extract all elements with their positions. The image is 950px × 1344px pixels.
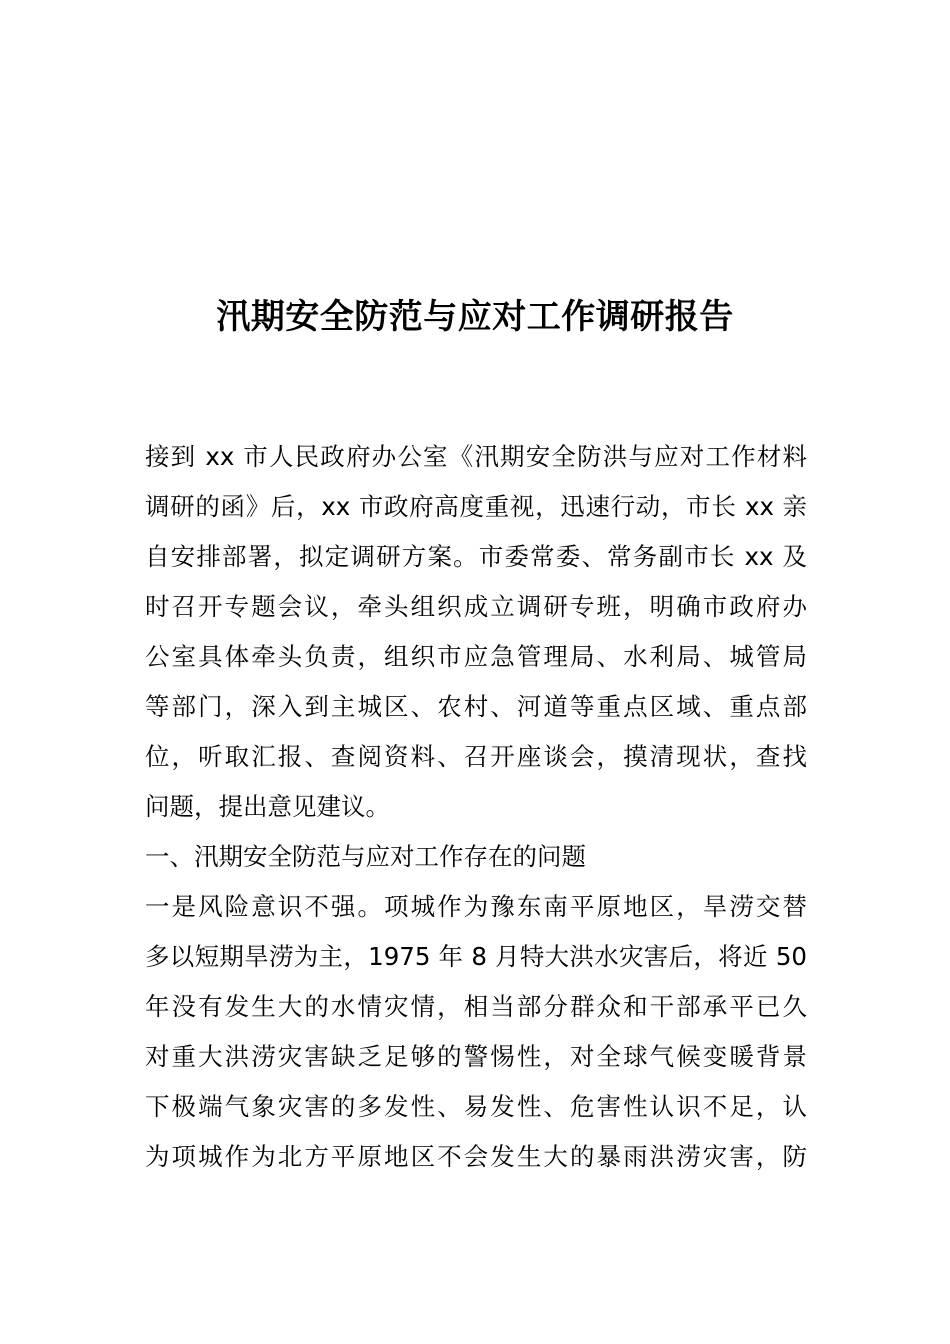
body-line-11: 多以短期旱涝为主，1975 年 8 月特大洪水灾害后，将近 50 bbox=[145, 942, 807, 971]
body-line-10: 一是风险意识不强。项城作为豫东南平原地区，旱涝交替 bbox=[145, 892, 807, 921]
body-line-7: 位，听取汇报、查阅资料、召开座谈会，摸清现状，查找 bbox=[145, 742, 807, 771]
body-line-4: 时召开专题会议，牵头组织成立调研专班，明确市政府办 bbox=[145, 592, 807, 621]
body-line-5: 公室具体牵头负责，组织市应急管理局、水利局、城管局 bbox=[145, 642, 807, 671]
body-line-12: 年没有发生大的水情灾情，相当部分群众和干部承平已久 bbox=[145, 992, 807, 1021]
section-heading: 一、汛期安全防范与应对工作存在的问题 bbox=[145, 842, 586, 871]
body-line-2: 调研的函》后，xx 市政府高度重视，迅速行动，市长 xx 亲 bbox=[145, 492, 807, 521]
body-line-6: 等部门，深入到主城区、农村、河道等重点区域、重点部 bbox=[145, 692, 807, 721]
body-line-14: 下极端气象灾害的多发性、易发性、危害性认识不足，认 bbox=[145, 1092, 807, 1121]
body-line-3: 自安排部署，拟定调研方案。市委常委、常务副市长 xx 及 bbox=[145, 542, 807, 571]
body-line-1: 接到 xx 市人民政府办公室《汛期安全防洪与应对工作材料 bbox=[145, 442, 807, 471]
body-line-13: 对重大洪涝灾害缺乏足够的警惕性，对全球气候变暖背景 bbox=[145, 1042, 807, 1071]
body-line-8: 问题，提出意见建议。 bbox=[145, 792, 390, 821]
body-line-15: 为项城作为北方平原地区不会发生大的暴雨洪涝灾害，防 bbox=[145, 1142, 807, 1171]
document-title: 汛期安全防范与应对工作调研报告 bbox=[216, 297, 734, 337]
document-body bbox=[145, 432, 807, 1182]
